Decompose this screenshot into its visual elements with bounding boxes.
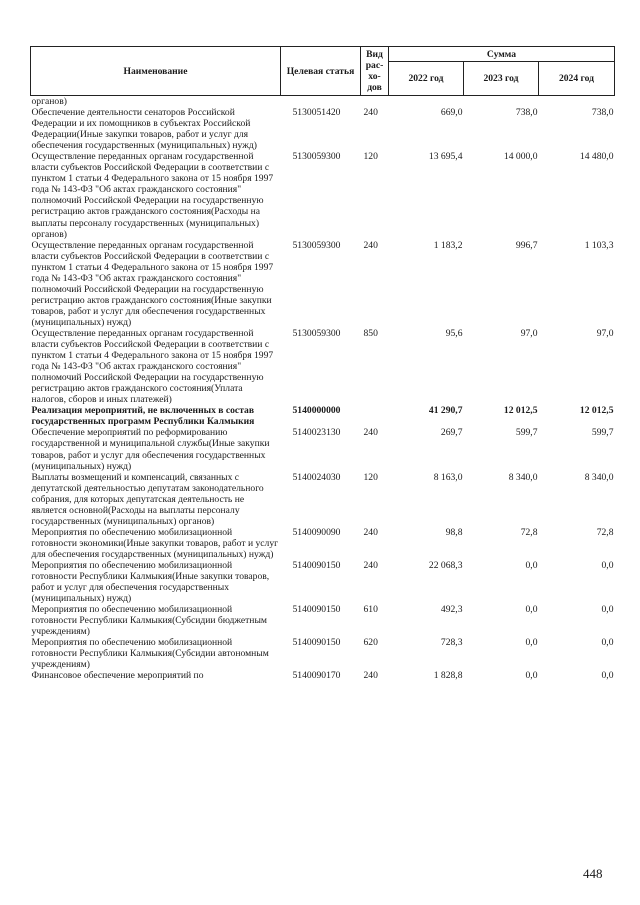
row-expense-type: 240 bbox=[363, 239, 378, 251]
row-name: Мероприятия по обеспечению мобилизационной готовности экономики(Иные закупки товаров, работ и услуг для обеспечения государственных (муниципальных) нужд) bbox=[31, 526, 279, 560]
row-amount-2024: 0,0 bbox=[601, 637, 614, 649]
row-amount-2024 bbox=[539, 96, 615, 108]
row-code: 5140090150 bbox=[292, 559, 341, 571]
row-code: 5140023130 bbox=[292, 427, 341, 439]
row-amount-2022: 8 163,0 bbox=[433, 471, 463, 483]
header-sum: Сумма bbox=[389, 47, 615, 62]
row-amount-2023: 599,7 bbox=[515, 427, 538, 439]
row-amount-2022: 22 068,3 bbox=[428, 559, 463, 571]
row-code: 5140024030 bbox=[292, 471, 341, 483]
row-expense-type: 850 bbox=[363, 327, 378, 339]
table-row bbox=[31, 427, 615, 471]
row-amount-2024: 1 103,3 bbox=[584, 239, 614, 251]
row-amount-2023: 0,0 bbox=[525, 637, 538, 649]
row-name: органов) bbox=[31, 96, 67, 107]
row-name: Мероприятия по обеспечению мобилизационной готовности Республики Калмыкия(Субсидии автономным учреждениям) bbox=[31, 637, 269, 671]
row-name: Осуществление переданных органам государственной власти субъектов Российской Федерации в соответствии с пунктом 1 статьи 4 Федерального закона от 15 ноября 1997 года № 143-ФЗ "Об актах гражданского состояния" полномочий Российской Федерации на государственную регистрацию актов гражданского состояния(Уплата налогов, сборов и иных платежей) bbox=[31, 327, 274, 406]
row-code bbox=[281, 96, 361, 108]
row-name: Финансовое обеспечение мероприятий по bbox=[31, 670, 204, 682]
row-name: Мероприятия по обеспечению мобилизационной готовности Республики Калмыкия(Иные закупки товаров, работ и услуг для обеспечения государственных (муниципальных) нужд) bbox=[31, 559, 270, 605]
row-amount-2024: 12 012,5 bbox=[579, 405, 614, 417]
header-year-2022: 2022 год bbox=[389, 62, 464, 96]
row-amount-2022: 13 695,4 bbox=[428, 151, 463, 163]
table-header bbox=[31, 47, 615, 96]
row-expense-type bbox=[361, 405, 389, 427]
row-amount-2023: 72,8 bbox=[520, 526, 538, 538]
row-expense-type: 610 bbox=[363, 604, 378, 616]
row-code: 5140090170 bbox=[292, 670, 341, 682]
row-name: Обеспечение деятельности сенаторов Российской Федерации и их помощников в субъектах Российской Федерации(Иные закупки товаров, работ и услуг для обеспечения государственных (муниципальных) нужд) bbox=[31, 107, 257, 152]
row-amount-2022: 269,7 bbox=[440, 427, 463, 439]
row-expense-type: 240 bbox=[363, 107, 378, 119]
row-amount-2023: 14 000,0 bbox=[503, 151, 538, 163]
row-amount-2022: 41 290,7 bbox=[428, 405, 463, 417]
row-code: 5140090150 bbox=[292, 637, 341, 649]
row-code: 5140000000 bbox=[292, 405, 341, 417]
row-amount-2024: 599,7 bbox=[591, 427, 614, 439]
header-type: Вид рас-хо-дов bbox=[361, 47, 389, 96]
table-row bbox=[31, 670, 615, 681]
row-name: Реализация мероприятий, не включенных в состав государственных программ Республики Калмыкия bbox=[31, 405, 255, 428]
row-amount-2024: 14 480,0 bbox=[579, 151, 614, 163]
row-amount-2023: 12 012,5 bbox=[503, 405, 538, 417]
table-row bbox=[31, 96, 615, 108]
row-code: 5130059300 bbox=[292, 327, 341, 339]
row-amount-2023: 996,7 bbox=[515, 239, 538, 251]
table-row bbox=[31, 637, 615, 670]
row-name: Осуществление переданных органам государственной власти субъектов Российской Федерации в соответствии с пунктом 1 статьи 4 Федерального закона от 15 ноября 1997 года № 143-ФЗ "Об актах гражданского состояния" полномочий Российской Федерации на государственную регистрацию актов гражданского состояния(Иные закупки товаров, работ и услуг для обеспечения государственных (муниципальных) нужд) bbox=[31, 239, 274, 328]
table-row bbox=[31, 604, 615, 637]
row-expense-type: 120 bbox=[363, 151, 378, 163]
row-expense-type: 240 bbox=[363, 559, 378, 571]
table-row bbox=[31, 328, 615, 405]
row-amount-2023 bbox=[464, 96, 539, 108]
row-amount-2022: 492,3 bbox=[440, 604, 463, 616]
header-name: Наименование bbox=[31, 47, 281, 96]
table-row bbox=[31, 240, 615, 328]
row-code: 5130051420 bbox=[292, 107, 341, 119]
row-amount-2022: 98,8 bbox=[445, 526, 463, 538]
row-amount-2022: 1 828,8 bbox=[433, 670, 463, 682]
row-amount-2023: 0,0 bbox=[525, 604, 538, 616]
table-row bbox=[31, 560, 615, 604]
row-amount-2023: 0,0 bbox=[525, 670, 538, 682]
page-number: 448 bbox=[583, 866, 603, 881]
row-amount-2024: 0,0 bbox=[601, 559, 614, 571]
header-year-2023: 2023 год bbox=[464, 62, 539, 96]
row-amount-2024: 72,8 bbox=[596, 526, 614, 538]
row-expense-type: 240 bbox=[363, 670, 378, 682]
row-expense-type: 240 bbox=[363, 526, 378, 538]
table-body bbox=[31, 96, 615, 682]
row-expense-type: 120 bbox=[363, 471, 378, 483]
row-name: Выплаты возмещений и компенсаций, связанных с депутатской деятельностью депутатам законодательного собрания, для которых депутатская деятельность не является основной(Расходы на выплаты персоналу государственных (муниципальных) органов) bbox=[31, 471, 264, 527]
table-row bbox=[31, 107, 615, 151]
row-amount-2023: 738,0 bbox=[515, 107, 538, 119]
row-name: Обеспечение мероприятий по реформированию государственной и муниципальной службы(Иные закупки товаров, работ и услуг для обеспечения государственных (муниципальных) нужд) bbox=[31, 427, 270, 472]
row-code: 5130059300 bbox=[292, 151, 341, 163]
row-amount-2024: 97,0 bbox=[596, 327, 614, 339]
row-code: 5140090150 bbox=[292, 604, 341, 616]
row-expense-type: 620 bbox=[363, 637, 378, 649]
row-amount-2024: 0,0 bbox=[601, 670, 614, 682]
row-code: 5140090090 bbox=[292, 526, 341, 538]
row-code: 5130059300 bbox=[292, 239, 341, 251]
row-amount-2023: 8 340,0 bbox=[508, 471, 538, 483]
row-amount-2022: 1 183,2 bbox=[433, 239, 463, 251]
header-code: Целевая статья bbox=[281, 47, 361, 96]
row-name: Осуществление переданных органам государственной власти субъектов Российской Федерации в соответствии с пунктом 1 статьи 4 Федерального закона от 15 ноября 1997 года № 143-ФЗ "Об актах гражданского состояния" полномочий Российской Федерации на государственную регистрацию актов гражданского состояния(Расходы на выплаты персоналу государственных (муниципальных) органов) bbox=[31, 151, 274, 240]
budget-table bbox=[30, 46, 615, 681]
row-amount-2024: 8 340,0 bbox=[584, 471, 614, 483]
table-row bbox=[31, 472, 615, 527]
row-name: Мероприятия по обеспечению мобилизационной готовности Республики Калмыкия(Субсидии бюджетным учреждениям) bbox=[31, 604, 267, 638]
row-expense-type bbox=[361, 96, 389, 108]
header-year-2024: 2024 год bbox=[539, 62, 615, 96]
row-amount-2022: 95,6 bbox=[445, 327, 463, 339]
row-amount-2024: 738,0 bbox=[591, 107, 614, 119]
table-row bbox=[31, 151, 615, 239]
table-row bbox=[31, 527, 615, 560]
row-amount-2023: 97,0 bbox=[520, 327, 538, 339]
row-amount-2022 bbox=[389, 96, 464, 108]
row-expense-type: 240 bbox=[363, 427, 378, 439]
row-amount-2023: 0,0 bbox=[525, 559, 538, 571]
row-amount-2022: 728,3 bbox=[440, 637, 463, 649]
table-row bbox=[31, 405, 615, 427]
row-amount-2022: 669,0 bbox=[440, 107, 463, 119]
row-amount-2024: 0,0 bbox=[601, 604, 614, 616]
